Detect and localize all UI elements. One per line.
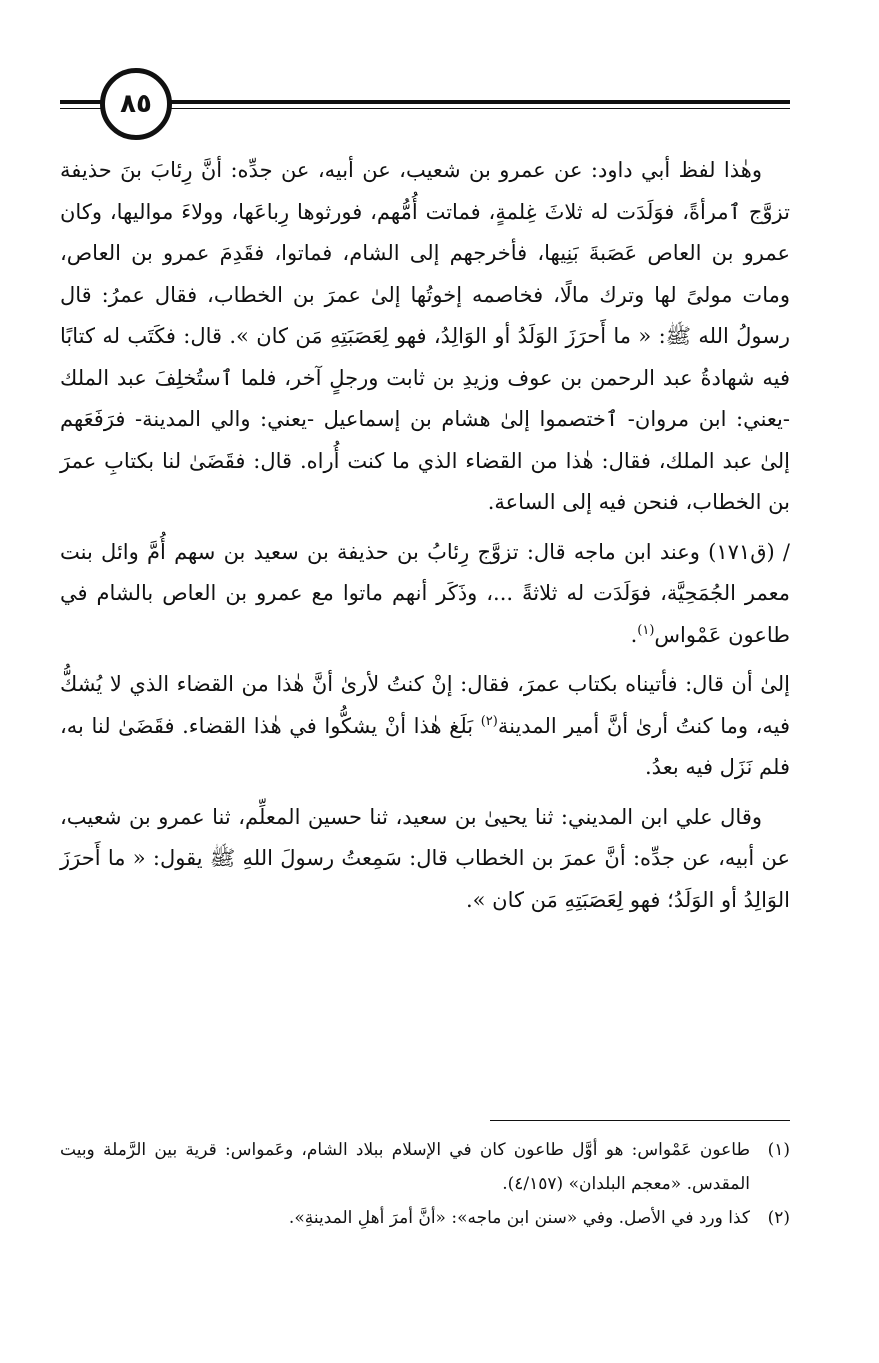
footnote-text: كذا ورد في الأصل. وفي «سنن ابن ماجه»: «أنَّ أمرَ أهلِ المدينةِ». — [288, 1208, 750, 1228]
page-number: ٨٥ — [120, 89, 152, 119]
footnote-number: (١) — [767, 1140, 790, 1160]
footnote-1 — [60, 1133, 790, 1201]
footnote-ref-1: (١) — [637, 622, 655, 638]
footnote-2 — [60, 1201, 790, 1235]
paragraph-abu-dawud: وهٰذا لفظ أبي داود: عن عمرو بن شعيب، عن أبيه، عن جدِّه: أنَّ رِئابَ بنَ حذيفة تزوَّج ٱمرأةً، فوَلَدَت له ثلاثَ غِلمةٍ، فماتت أُمُّهم، فورثوها رِباعَها، وولاءَ مواليها، وكان عمرو بن العاص عَصَبةَ بَنِيها، فأخرجهم إلى الشام، فماتوا، فقَدِمَ عمرو بن العاص، ومات مولىً لها وترك مالًا، فخاصمه إخوتُها إلىٰ عمرَ بن الخطاب، فقال عمرُ: قال رسولُ الله ﷺ: « ما أَحرَزَ الوَلَدُ أو الوَالِدُ، فهو لِعَصَبَتِهِ مَن كان ». قال: فكَتَب له كتابًا فيه شهادةُ عبد الرحمن بن عوف وزيدِ بن ثابت ورجلٍ آخر، فلما ٱستُخلِفَ عبد الملك -يعني: ابن مروان- ٱختصموا إلىٰ هشام بن إسماعيل -يعني: والي المدينة- فرَفَعَهم إلىٰ عبد الملك، فقال: هٰذا من القضاء الذي ما كنت أُراه. قال: فقَضَىٰ لنا بكتابِ عمرَ بن الخطاب، فنحن فيه إلى الساعة. — [60, 158, 790, 514]
footnotes — [60, 1120, 790, 1235]
page-header — [60, 64, 790, 144]
paragraph-ibn-majah-text: / (ق١٧١) وعند ابن ماجه قال: تزوَّج رِئابُ بن حذيفة بن سعيد بن سهم أُمَّ وائل بنت معمر الجُمَحِيَّة، فوَلَدَت له ثلاثةً ...، وذَكَر أنهم ماتوا مع عمرو بن العاص بالشام في طاعون عَمْواس — [60, 539, 790, 647]
paragraph-ali-ibn-madini: وقال علي ابن المديني: ثنا يحيىٰ بن سعيد، ثنا حسين المعلِّم، ثنا عمرو بن شعيب، عن أبيه، عن جدِّه: أنَّ عمرَ بن الخطاب قال: سَمِعتُ رسولَ اللهِ ﷺ يقول: « ما أَحرَزَ الوَالِدُ أو الوَلَدُ؛ فهو لِعَصَبَتِهِ مَن كان ». — [60, 804, 790, 912]
footnote-text: طاعون عَمْواس: هو أوَّل طاعون كان في الإسلام ببلاد الشام، وعَمواس: قرية بين الرَّملة وبيت المقدس. «معجم البلدان» (٤/١٥٧). — [60, 1140, 750, 1194]
footnote-ref-2: (٢) — [480, 713, 498, 729]
footnote-rule — [490, 1120, 790, 1121]
paragraph-until-he-said-text: إلىٰ أن قال: فأتيناه بكتاب عمرَ، فقال: إنْ كنتُ لأرىٰ أنَّ هٰذا من القضاء الذي لا يُشكُّ فيه، وما كنتُ أرىٰ أنَّ أمير المدينة — [60, 672, 790, 738]
footnote-number: (٢) — [767, 1208, 790, 1228]
main-text — [60, 150, 790, 929]
paragraph-until-he-said — [60, 664, 790, 789]
paragraph-ibn-majah — [60, 532, 790, 657]
paragraph-ibn-majah-end: . — [630, 622, 638, 647]
paragraph-until-he-said-rest: بَلَغ هٰذا أنْ يشكُّوا في هٰذا القضاء. فقَضَىٰ لنا به، فلم نَزَل فيه بعدُ. — [60, 713, 790, 779]
page-number-circle — [100, 68, 172, 140]
